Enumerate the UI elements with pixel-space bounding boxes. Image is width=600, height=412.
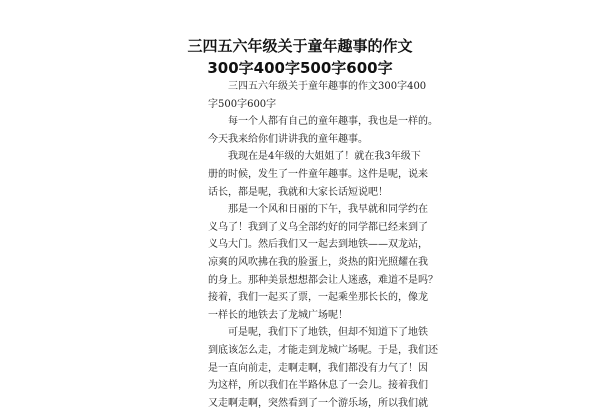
body-line: 义乌了！我到了义乌全部约好的同学都已经来到了: [208, 221, 428, 233]
body-line: 今天我来给你们讲讲我的童年趣事。: [208, 133, 368, 145]
body-line: 一样长的地铁去了龙城广场呢！: [208, 309, 348, 321]
body-line: 到底该怎么走，才能走到龙城广场呢。于是，我们还: [208, 344, 438, 356]
body-line: 可是呢，我们下了地铁，但却不知道下了地铁: [228, 327, 428, 339]
body-line: 的身上。那种美景想想都会让人迷惑，难道不是吗？: [208, 274, 438, 286]
article-body: [208, 78, 600, 412]
body-line: 话长，都是呢，我就和大家长话短说吧！: [208, 186, 388, 198]
body-line: 是一直向前走，走啊走啊，我们都没有力气了！因: [208, 362, 428, 374]
body-line: 我现在是4年级的大姐姐了！就在我3年级下: [228, 151, 421, 163]
document-subtitle: 300字400字500字600字: [207, 59, 393, 77]
document-title: 三四五六年级关于童年趣事的作文: [187, 37, 413, 55]
body-line: 凉爽的风吹拂在我的脸蛋上，炎热的阳光照耀在我: [208, 256, 428, 268]
body-line: 每一个人都有自己的童年趣事，我也是一样的。: [228, 116, 438, 128]
body-line: 义乌大门。然后我们又一起去到地铁——双龙站，: [208, 239, 428, 251]
body-line: 字500字600字: [208, 98, 277, 110]
body-line: 为这样，所以我们在半路休息了一会儿。接着我们: [208, 380, 428, 392]
body-line: 三四五六年级关于童年趣事的作文300字400: [228, 81, 427, 92]
body-line: 那是一个风和日丽的下午，我早就和同学约在: [228, 204, 428, 216]
body-line: 接着，我们一起买了票，一起乘坐那长长的，像龙: [208, 292, 428, 304]
body-line: 册的时候，发生了一件童年趣事。这件是呢，说来: [208, 168, 428, 180]
body-line: 又走啊走啊，突然看到了一个游乐场，所以我们就: [208, 397, 428, 409]
